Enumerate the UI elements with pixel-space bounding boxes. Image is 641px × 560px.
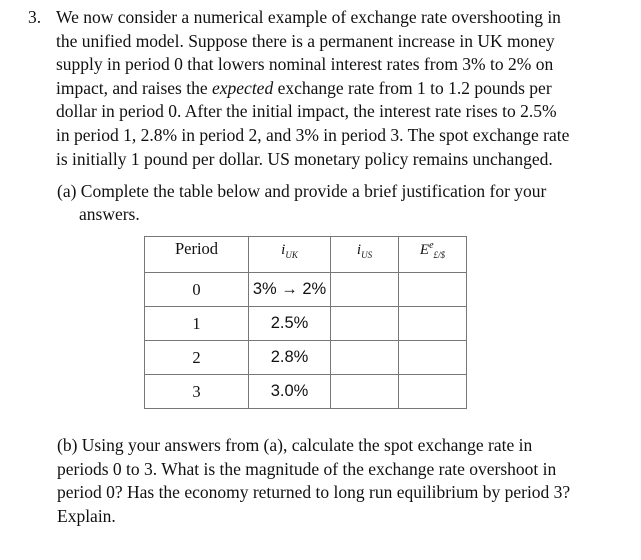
cell-period: 1: [145, 307, 249, 341]
i-us-symbol: $i_{US}$: [356, 242, 373, 260]
cell-expected-rate: [399, 375, 467, 409]
table-row: [145, 341, 467, 375]
part-a: [57, 180, 617, 226]
cell-period: 3: [145, 375, 249, 409]
part-a-line-1: (a) Complete the table below and provide a brief justification for your: [57, 181, 547, 201]
table-row: [145, 375, 467, 409]
question-line-4b: exchange rate from 1 to 1.2 pounds per: [273, 77, 552, 98]
part-b-line-4: Explain.: [57, 505, 116, 526]
cell-expected-rate: [399, 273, 467, 307]
header-period: Period: [145, 237, 249, 273]
part-b-line-1: (b) Using your answers from (a), calculate the spot exchange rate in: [57, 435, 533, 455]
question-text: [56, 6, 618, 171]
cell-expected-rate: [399, 341, 467, 375]
cell-i-uk: 2.8%: [249, 341, 331, 375]
part-b-line-2: periods 0 to 3. What is the magnitude of the exchange rate overshoot in: [57, 458, 557, 479]
part-a-line-2: answers.: [79, 204, 140, 224]
header-expected-rate: [399, 237, 467, 273]
part-b-line-3: period 0? Has the economy returned to long run equilibrium by period 3?: [57, 482, 571, 503]
expected-rate-symbol: $E^e_{£/\$}$: [419, 240, 446, 260]
cell-i-us: [331, 273, 399, 307]
header-i-uk: [249, 237, 331, 273]
cell-i-uk: 3% → 2%: [249, 273, 331, 307]
question-line-2: the unified model. Suppose there is a permanent increase in UK money: [56, 30, 555, 51]
question-line-3: supply in period 0 that lowers nominal interest rates from 3% to 2% on: [56, 54, 554, 75]
header-i-us: [331, 237, 399, 273]
question-line-7: is initially 1 pound per dollar. US monetary policy remains unchanged.: [56, 148, 553, 169]
question-line-5: dollar in period 0. After the initial impact, the interest rate rises to 2.5%: [56, 101, 557, 122]
cell-period: 0: [145, 273, 249, 307]
table-header-row: [145, 237, 467, 273]
cell-period: 2: [145, 341, 249, 375]
cell-i-us: [331, 307, 399, 341]
cell-expected-rate: [399, 307, 467, 341]
cell-i-uk: 2.5%: [249, 307, 331, 341]
question-line-4a: impact, and raises the: [56, 77, 212, 98]
table-row: [145, 307, 467, 341]
cell-i-us: [331, 375, 399, 409]
question-line-1: We now consider a numerical example of exchange rate overshooting in: [56, 7, 561, 27]
i-uk-symbol: $i_{UK}$: [281, 242, 298, 260]
answer-table: [144, 236, 467, 409]
question-number: 3.: [28, 7, 42, 27]
table-row: [145, 273, 467, 307]
question-line-6: in period 1, 2.8% in period 2, and 3% in period 3. The spot exchange rate: [56, 124, 570, 145]
cell-i-us: [331, 341, 399, 375]
cell-i-uk: 3.0%: [249, 375, 331, 409]
question-line-4-emphasis: expected: [212, 77, 274, 98]
part-b: [57, 434, 617, 528]
question-3: [28, 6, 618, 171]
